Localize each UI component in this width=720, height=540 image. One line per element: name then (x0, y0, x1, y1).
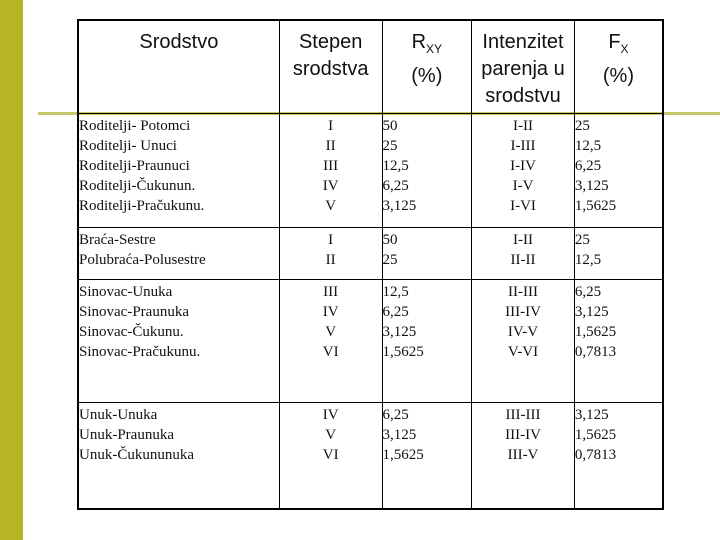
degree-cell: IV V VI (279, 402, 382, 509)
table-row (78, 402, 663, 509)
relationship-cell: Braća-Sestre Polubraća-Polusestre (78, 227, 279, 279)
degree-cell: I II III IV V (279, 113, 382, 227)
fx-cell: 3,125 1,5625 0,7813 (574, 402, 663, 509)
header-relationship: Srodstvo (78, 20, 279, 113)
rxy-cell: 12,5 6,25 3,125 1,5625 (382, 279, 472, 402)
intensity-cell: I-II I-III I-IV I-V I-VI (472, 113, 575, 227)
relationship-cell: Unuk-Unuka Unuk-Praunuka Unuk-Čukununuka (78, 402, 279, 509)
header-row (78, 20, 663, 113)
relationship-cell: Sinovac-Unuka Sinovac-Praunuka Sinovac-Čukunu. Sinovac-Pračukunu. (78, 279, 279, 402)
rxy-cell: 50 25 12,5 6,25 3,125 (382, 113, 472, 227)
rxy-cell: 6,25 3,125 1,5625 (382, 402, 472, 509)
header-fx: $F_X$ (%) (574, 20, 663, 113)
rxy-cell: 50 25 (382, 227, 472, 279)
relationship-cell: Roditelji- Potomci Roditelji- Unuci Roditelji-Praunuci Roditelji-Čukunun. Roditelji-Pračukunu. (78, 113, 279, 227)
intensity-cell: II-III III-IV IV-V V-VI (472, 279, 575, 402)
header-rxy: $R_{XY}$ (%) (382, 20, 472, 113)
header-degree: Stepen srodstva (279, 20, 382, 113)
slide-left-accent-bar (0, 0, 23, 540)
degree-cell: I II (279, 227, 382, 279)
fx-cell: 25 12,5 6,25 3,125 1,5625 (574, 113, 663, 227)
degree-cell: III IV V VI (279, 279, 382, 402)
table-row (78, 279, 663, 402)
fx-cell: 25 12,5 (574, 227, 663, 279)
table-row (78, 113, 663, 227)
table-row (78, 227, 663, 279)
fx-cell: 6,25 3,125 1,5625 0,7813 (574, 279, 663, 402)
header-intensity: Intenzitet parenja u srodstvu (472, 20, 575, 113)
intensity-cell: I-II II-II (472, 227, 575, 279)
kinship-table (77, 19, 664, 510)
intensity-cell: III-III III-IV III-V (472, 402, 575, 509)
